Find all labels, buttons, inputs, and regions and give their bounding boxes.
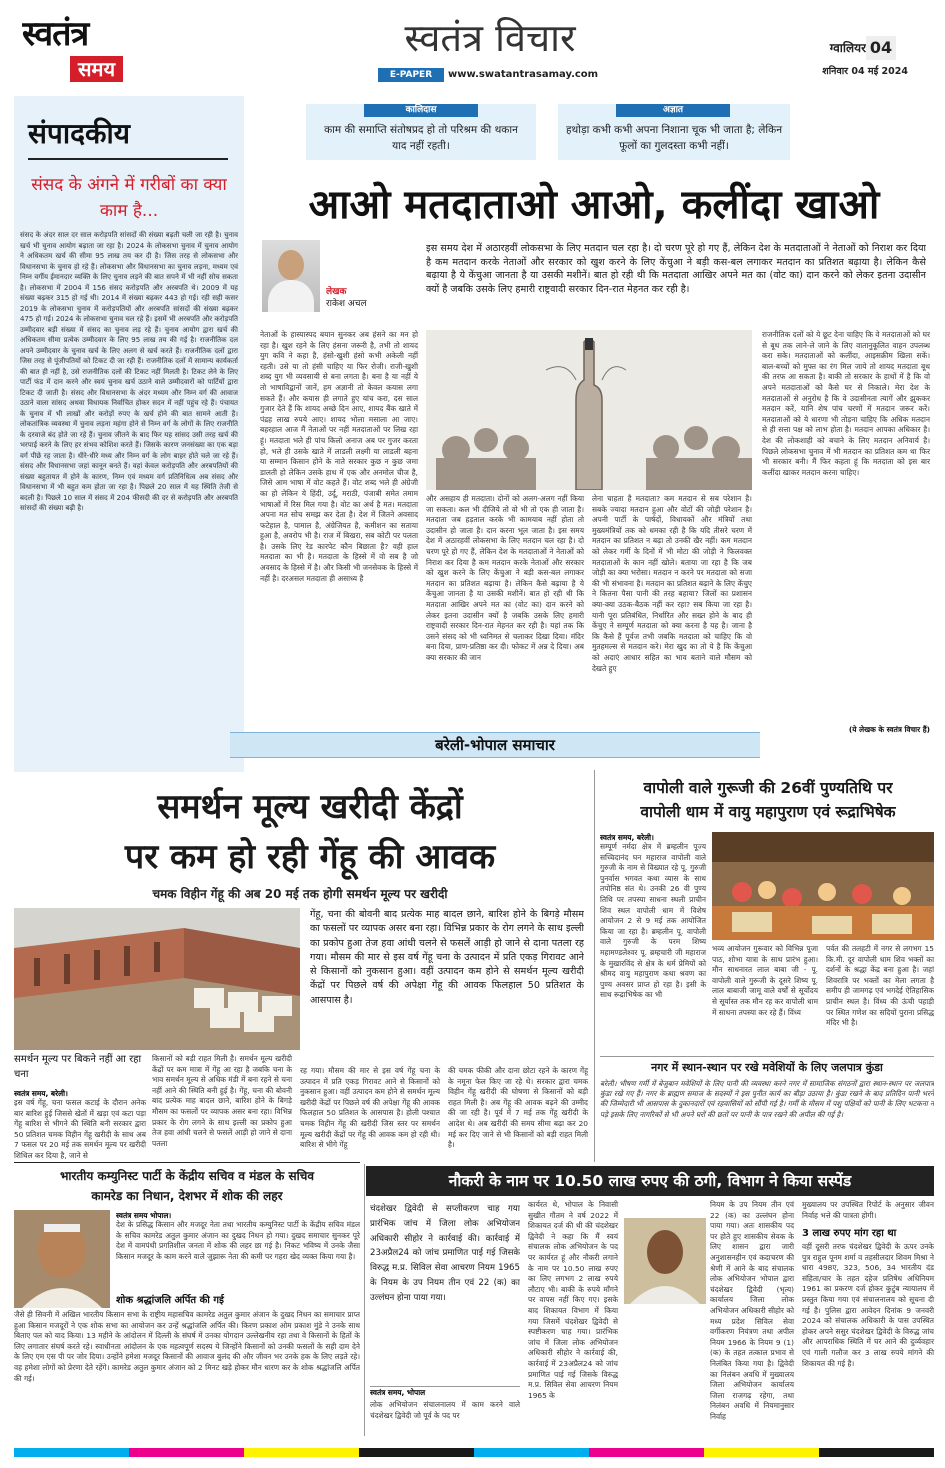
website-link[interactable]: www.swatantrasamay.com	[448, 69, 599, 80]
fraud-col-3: नियम के उप नियम तीन एवं 22 (क) का उल्लंघन होना पाया गया। अतः शासकीय पद पर होते हुए शासकीय सेवक के लिए शासन द्वारा जारी अनुशासनहीन एवं कदाचरण की श्रेणी में आने के बाद संचालक लोक अभियोजन भोपाल द्वारा चंदशेखर द्विवेदी (भृत्य) कार्यालय जिला लोक अभियोजन अधिकारी सीहोर को मध्य प्रदेश सिविल सेवा वर्गीकरण नियंत्रण तथा अपील नियम 1966 के नियम 9 (1)(क) के तहत तत्काल प्रभाव से निलंबित किया गया है। द्विवेदी का निलंबन अवधि में मुख्यालय जिला अभियोजन कार्यालय जिला राजगढ़ रहेगा, तथा निलंबन अवधि में नियमानुसार निर्वाह	[710, 1200, 794, 1421]
wheat-col-4: की चमक फीकी और दाना छोटा रहने के कारण गेंहू के नमूना फेल किए जा रहे थे। सरकार द्वारा चमक विहीन गेंहू खरीदी की घोषणा से किसानों को बड़ी राहत मिली है। अब गेंहू की आवक बढ़ने की उम्मीद की जा रही है। पूर्व में 7 मई तक गेंहू खरीदी के आदेश थे। अब खरीदी की समय सीमा बढ़ा कर 20 मई कर दिए जाने से भी किसानों को बड़ी राहत मिली है।	[448, 1066, 588, 1150]
main-col-2: और असहाय ही मतदाता। दोनों को अलग-अलग नहीं किया जा सकता। कल भी दीजिये तो वो भी तो एक ही जाता है। मतदाता जब हड़ताल करके भी कामयाब नहीं होता तो उदासीन हो जाता है। दान करना भूल जाता है। इस समय देश में अठारहवीं लोकसभा के लिए मतदान चल रहा है। दो चरण पूरे हो गए हैं, लेकिन देश के मतदाताओं ने नेताओं को निराश कर दिया है कम मतदान करके नेताओं और सरकार को खुश करने के लिए केंचुआ ने बड़ी कस-बल लगाकर मतदान का प्रतिशत बढ़ाया है। लेकिन कैसे बढ़ाया है ये केंचुआ जानता है या उसकी मशीनें। बात हो रही थी कि मतदाता आखिर अपने मत का (वोट का) दान करने को लेकर इतना उदासीन क्यों है जबकि उसके लिए हमारी राष्ट्रवादी सरकार दिन-रात मेहनत कर रही है। यहां तक कि उसने संसद को भी ध्वनिमत से चलाकर दिखा दिया। मंदिर बना दिया, प्राण-प्रतिष्ठा कर दी। फोकट में अन्न दे दिया। अब क्या सरकार की जान	[426, 494, 584, 662]
fraud-col-4b: वहीं दूसरी तरफ चंदशेखर द्विवेदी के ऊपर उनके पुत्र राहुल पूनम शर्मा व तहसीलदार शिवम मिश्रा ने धारा 498ए, 323, 506, 34 भारतीय दंड संहिता/चार के तहत दहेज प्रतिषेध अधिनियम 1961 का प्रकरण दर्ज होकर कुटुंब न्यायालय में प्रस्तुत किया गया एवं संचालनालय को सूचना दी गई है। पुलिस द्वारा आवेदन दिनांक 9 जनवरी 2024 को संचालक अधिकारी के पास उपस्थित होकर अपने ससुर चंदशेखर द्विवेदी के विरुद्ध जांच और आपराधिक स्थिति में घर आने की दुर्व्यवहार एवं गाली गलौज कर 3 लाख रुपये मांगने की शिकायत की गई है।	[802, 1242, 934, 1368]
color-bar-1	[14, 1448, 129, 1457]
fraud-dateline: स्वतंत्र समय, भोपाल	[370, 1386, 520, 1398]
author-role: लेखक	[326, 287, 347, 297]
puja-col-1: सम्पूर्ण नर्मदा क्षेत्र में ब्रम्हलीन पूज्य सच्चिदानंद घन महाराज वापोली वाले गुरुजी के नाम से विख्यात रहे पू. गुरुजी पुनर्वास भगवत कथा व्यास के साथ तपोनिष्ठ संत थे। उनकी 26 वी पुण्य तिथि पर तपस्या साधना स्थली प्राचीन शिव स्थल वापोली धाम में विशेष आयोजन 2 से 9 मई तक आयोजित किया जा रहा है। ब्रम्हलीन पू. वापोली वाले गुरुजी के परम शिष्य महामण्डलेश्वर पू. ब्रम्हचारी जी महाराज के मुखारविंद से क्षेत्र के धर्म प्रेमियों को श्रीमद वायु महापुराण कथा श्रवण का पुण्य अवसर प्राप्त हो रहा है। इसी के साथ रूद्राभिषेक का भी	[600, 842, 706, 1000]
wheat-headline-line1: समर्थन मूल्य खरीदी केंद्रों	[157, 787, 463, 827]
page-number: 04	[866, 36, 896, 60]
fraud-col-2: कार्यरत थे, भोपाल के निवासी सुखीत गौतम ने वर्ष 2022 में शिकायत दर्ज की थी की चंदशेखर द्विवेदी ने कहा कि मैं स्वयं संचालक लोक अभियोजन के पद पर कार्यरत हूं और नौकरी लगाने के नाम पर 10.50 लाख रुपए का लिए लगभग 2 लाख रुपये लौटाए भी। बाकी के रुपये माँगने पर वापस नहीं किए गए। इसके बाद शिकायत विभाग में किया गया जिसमें चंदशेखर द्विवेदी से स्पष्टीकरण चाह गया। प्रारंभिक जांच में जिला लोक अभियोजन अधिकारी सीहोर ने कार्रवाई की, कार्रवाई में 23अप्रैल24 को जांच प्रमाणित पाई गई जिसके विरुद्ध म.प्र. सिविल सेवा आचरण नियम 1965 के	[528, 1200, 618, 1400]
wheat-lead: गेंहू, चना की बोवनी बाद प्रत्येक माह बादल छाने, बारिश होने के बिगड़े मौसम का फसलों पर व्यापक असर बना रहा। विभिन्न प्रकार के रोग लगने के साथ इल्ली का प्रकोप हुआ तेज हवा आंधी चलने से फसलें आड़ी हो जाने से दाना पतला रह गया। मौसम की मार से इस वर्ष गेंहू चना के उत्पादन में प्रति एकड़ गिरावट आने से किसानों को नुकसान हुआ। वहीं उत्पादन कम होने से समर्थन मूल्य खरीदी केंद्रों पर पिछले वर्ष की अपेक्षा गेंहू की आवक फिलहाल 50 प्रतिशत के आसपास है।	[310, 909, 584, 1006]
fraud-lead: चंदशेखर द्विवेदी से सप्लीकरण चाह गया प्रारंभिक जांच में जिला लोक अभियोजन अधिकारी सीहोर ने कार्रवाई की। कार्रवाई में 23अप्रैल24 को जांच प्रमाणित पाई गई जिसके विरुद्ध म.प्र. सिविल सेवा आचरण नियम 1965 के नियम के उप नियम तीन एवं 22 (क) का उल्लंघन होना पाया गया।	[370, 1204, 520, 1303]
water-headline: नगर में स्थान-स्थान पर रखे मवेशियों के लिए जलपात्र कुंडा	[651, 1061, 883, 1074]
masthead-title: स्वतंत्र विचार	[404, 16, 576, 60]
puja-dateline: स्वतंत्र समय, बरेली।	[600, 833, 654, 842]
tribute-lead: देश के प्रसिद्ध किसान और मजदूर नेता तथा भारतीय कम्युनिस्ट पार्टी के केंद्रीय सचिव मंडल के सचिव कामरेड अतुल कुमार अंजान का दुखद निधन हो गया। दुखद समाचार सुनकर पूरे देश में वामपंथी प्रगतिशील जनता में शोक की लहर छा गई है। निकट भविष्य में उनके जैसा किसान मजदूर के काम करने वाले जुझारू नेता की कमी पर गहरा खेद व्यक्त किया गया है।	[116, 1220, 360, 1261]
wheat-col-2: किसानों को बड़ी राहत मिली है। समर्थन मूल्य खरीदी केंद्रों पर कम मात्रा में गेंहू आ रहा है जबकि चना के भाव समर्थन मूल्य से अधिक मंडी में बना रहने से चना नहीं आने की स्थिति बनी हुई है। गेंहू, चना की बोवनी बाद प्रत्येक माह बादल छाने, बारिश होने के बिगड़े मौसम का फसलों पर व्यापक असर बना रहा। विभिन्न प्रकार के रोग लगने के साथ इल्ली का प्रकोप हुआ तेज हवा आंधी चलने से फसलें आड़ी हो जाने से दाना पतला	[152, 1054, 292, 1148]
tribute-photo	[14, 1210, 110, 1308]
water-body: बरेली। भीषण गर्मी में बेजुबान मवेशियों के लिए पानी की व्यवस्था करने नगर में सामाजिक संगठनों द्वारा स्थान-स्थान पर जलपात्र कुंडा रखे गए हैं। नगर के ब्राह्मण समाज के सदस्यों ने इस पुनीत कार्य का बीड़ा उठाया है। कुंडा रखने के बाद प्रतिदिन पानी भरने की जिम्मेदारी भी आसपास के दुकानदारों एवं रहवासियों को सौंपी गई है। गर्मी के मौसम में पशु पक्षियों को पानी के लिए भटकना न पड़े इसके लिए नागरिकों से भी अपने घरों की छतों पर पानी के पात्र रखने की अपील की गई है।	[600, 1079, 934, 1119]
logo-line2: समय	[70, 56, 123, 82]
wheat-photo-caption: समर्थन मूल्य पर बिकने नहीं आ रहा चना	[14, 1054, 142, 1080]
tribute-subhead: शोक श्रद्धांजलि अर्पित की गई	[116, 1295, 224, 1306]
tribute-headline-line1: भारतीय कम्युनिस्ट पार्टी के केंद्रीय सचिव व मंडल के सचिव	[59, 1169, 315, 1183]
quote-2-author: अज्ञात	[616, 104, 730, 117]
wheat-dateline: स्वतंत्र समय, बरेली।	[14, 1089, 68, 1098]
wheat-photo	[14, 908, 300, 1050]
quote-2-text: हथोड़ा कभी कभी अपना निशाना चूक भी जाता है; लेकिन फूलों का गुलदस्ता कभी नहीं।	[565, 124, 783, 152]
section-banner-label: बरेली-भोपाल समाचार	[435, 736, 555, 754]
fraud-subhead: 3 लाख रुपए मांग रहा था	[802, 1228, 897, 1239]
editorial-column	[14, 96, 244, 772]
main-signoff: (ये लेखक के स्वतंत्र विचार हैं)	[848, 725, 930, 734]
author-name: राकेश अचल	[326, 299, 367, 309]
color-bar-5	[474, 1448, 589, 1457]
section-banner	[230, 732, 760, 758]
masthead-logo	[22, 16, 162, 96]
color-bar-7	[704, 1448, 819, 1457]
wheat-col-1: इस वर्ष गेंहू, चना फसल कटाई के दौरान अनेक बार बारिश हुई जिससे खेतों में खड़ा एवं कटा पड़ा गेंहू बारिश से भीगने की स्थिति बनी सरकार द्वारा 50 प्रतिशत चमक विहीन गेंहू खरीदी के साथ अब 7 फसल पर 20 मई तक समर्थन मूल्य पर खरीदी शिथिल कर दिया है, जाने से	[14, 1098, 146, 1160]
fraud-lead-2: लोक अभियोजन संचालनालय में काम करने वाले चंदशेखर द्विवेदी जो पूर्व के पद पर	[370, 1400, 520, 1420]
wheat-col-3: रह गया। मौसम की मार से इस वर्ष गेंहू चना के उत्पादन में प्रति एकड़ गिरावट आने से किसानों को नुकसान हुआ। वहीं उत्पादन कम होने से समर्थन मूल्य खरीदी केंद्रों पर पिछले वर्ष की अपेक्षा गेंहू की आवक फिलहाल 50 प्रतिशत के आसपास है। होली पश्चात चमक विहीन गेंहू की खरीदी जिस स्तर पर समर्थन मूल्य खरीदी केंद्रों पर गेंहू की आवक कम हो रही थी। बारिश से भीगे गेंहू	[300, 1066, 440, 1150]
tribute-headline-line2: कामरेड का निधान, देशभर में शोक की लहर	[91, 1189, 283, 1203]
fraud-col-4: मुख्यालय पर उपस्थित रिपोर्ट के अनुसार जीवन निर्वाह भत्ते की पात्रता होगी।	[802, 1200, 934, 1220]
editorial-headline: संसद के अंगने में गरीबों का क्या काम है...	[31, 175, 227, 221]
color-bar-3	[244, 1448, 359, 1457]
voting-illustration	[426, 330, 752, 490]
main-col-3: लेना चाहता है मतदाता? कम मतदान से सब परेशान है। सबके ज्यादा मतदान हुआ और वोटों की जोड़ी परेशान है। अपनी पार्टी के पार्षदों, विधायकों और मंत्रियों तथा मुख्यमंत्रियों तक को धमका रही है कि यदि तीसरे चरण में मतदान का प्रतिशत न बढ़ा तो उनकी खैर नहीं। कम मतदान को लेकर गर्मी के दिनों में भी मोटा की जोड़ी ने फिलवक्त मतदाताओं के कान नहीं खोले। बताया जा रहा है कि जब जोड़ी का क्या भरोसा। मतदान न करने पर मतदाता को सजा की भी संभावना है। मतदान का प्रतिशत बढ़ाने के लिए केंचुए ने कितना पैसा पानी की तरह बहाया? जिलों का प्रशासन क्या-क्या उठक-बैठक नहीं कर रहा? सब किया जा रहा है। यानी पूरा प्रतिबंधित, निर्धारित और सख्त होने के बाद ही केंचुए ने सम्पूर्ण मतदाता को क्या करना है यह है। जाना है कि कैसे हैं पूर्वज तभी जबकि मतदाता को चाहिए कि वो मुतहमल्स से मतदान करे। मेरा खुद का तो ये है कि केंचुआ को अदाएं आधार सहित का भाव बताने वाले मौसम को देखते हुए	[592, 494, 752, 673]
edition-date: शनिवार 04 मई 2024	[822, 66, 908, 77]
puja-headline-line1: वापोली वाले गुरूजी की 26वीं पुण्यतिथि पर	[643, 779, 893, 797]
epaper-badge: E-PAPER	[378, 68, 444, 82]
fraud-headline-bar	[366, 1166, 934, 1196]
wheat-subheadline: चमक विहीन गेंहू की अब 20 मई तक होगी समर्थन मूल्य पर खरीदी	[152, 887, 448, 901]
wheat-headline-line2: पर कम हो रही गेंहू की आवक	[124, 837, 496, 877]
quote-box-2	[558, 104, 790, 160]
editorial-label: संपादकीय	[28, 117, 130, 150]
puja-col-3: पर्वत की तलहटी में नगर से लगभग 15 कि.मी. दूर वापोली धाम शिव भक्तों का दर्शनों के श्रद्धा केंद्र बना हुआ है। जहां शिवरात्रि पर भक्तों का मेला लगता है समीप ही जामगढ़ एवं भगदेई ऐतिहासिक प्राचीन स्थल है। विंध्य की ऊंची पहाड़ी पर स्थित गणेश का सदियों पुराना प्रसिद्ध मंदिर भी है।	[826, 944, 934, 1028]
logo-line1: स्वतंत्र	[22, 16, 89, 54]
puja-photo	[712, 832, 934, 940]
color-bar-2	[129, 1448, 244, 1457]
main-col-1: नेताओं के हास्यास्पद बयान सुनकर अब हंसने का मन हो रहा है। खुश रहने के लिए हंसना जरूरी है, तभी तो शायद युग कवि ने कहा है, हंसो-खुशी हंसो कभी अकेली नहीं रहती। उसे या तो हंसी चाहिए या फिर रोजी। राजी-खुशी शब्द युग भी व्यवसायी से बना लगता है। बना है या नहीं ये तो भाषाविद्वानों जानें, हम अज्ञानी तो केवल कयास लगा सकते हैं। और कयास ही लगाते हुए यांच करा, दस साल गुजार देते हैं कि शायद अच्छे दिन आए, शायद बैंक खाते में पंद्रह लाख रुपये आए। शायद भोला मसाला आ जाए। बहरहाल आज मैं नेताओं पर नहीं मतदाताओं पर लिख रहा हूं। मतदाता भले ही पांच किलो अनाज अब पर गुजर करता हो, भले ही उसके खाते में लाडली लक्ष्मी या लाडली बहना या सम्मान किसान होने के नाते सरकार कुछ न कुछ जमा डालती हो लेकिन उसके हाथ में एक और अनमोल चीज है, जिसे आम भाषा में वोट कहते हैं। वोट शब्द भले ही अंग्रेजी का हो लेकिन ये हिंदी, उर्दू, मराठी, पंजाबी समेत तमाम भाषाओं में रिस मिल गया है। वोट का अर्थ है मत। मतदाता अपना मत सोच समझ कर देता है। देश में जितने अवसाद फटेहाल है, पामाल है, अंग्रेजियत है, कमीशन का सताया हुआ है, अवरोप भी है। राज में बिखरा, सब कोटी पर पलता है। उसके लिए रेड कारपेट कौन बिछाता है? वही हाल मतदाता का भी है। मतदाता के हिस्से में वो सब है जो अवसाद के हिस्से में है। और किसी भी जनसेवक के हिस्से में नहीं है। दरअसल मतदाता ही असाध्य है	[260, 330, 418, 583]
color-registration-bar	[14, 1448, 934, 1457]
edition-city: ग्वालियर	[829, 41, 866, 55]
puja-headline-line2: वापोली धाम में वायु महापुराण एवं रूद्राभिषेक	[640, 803, 896, 821]
tribute-dateline: स्वतंत्र समय भोपाल।	[116, 1211, 172, 1220]
main-intro: इस समय देश में अठारहवीं लोकसभा के लिए मतदान चल रहा है। दो चरण पूरे हो गए हैं, लेकिन देश के मतदाताओं ने नेताओं को निराश कर दिया है कम मतदान करके नेताओं और सरकार को खुश करने के लिए केंचुआ ने बड़ी कस-बल लगाकर मतदान का प्रतिशत बढ़ाया है। लेकिन कैसे बढ़ाया है ये केंचुआ जानता है या उसकी मशीनें। बात हो रही थी कि मतदाता आखिर अपने मत का (वोट का) दान करने को लेकर इतना उदासीन क्यों है जबकि उसके लिए हमारी राष्ट्रवादी सरकार दिन-रात मेहनत कर रही है।	[426, 243, 926, 295]
color-bar-6	[589, 1448, 704, 1457]
tribute-body: जैसे ही सिवनी में अखिल भारतीय किसान सभा के राष्ट्रीय महासचिव कामरेड अतुल कुमार अंजान के दुखद निधन का समाचार प्राप्त हुआ किसान मजदूरों ने एक शोक सभा का आयोजन कर उन्हें श्रद्धांजलि अर्पित की। किरण प्रकाश ओम प्रकाश मुंडे ने उनके साथ बिताए पल को याद किया। 13 महीने के आंदोलन में दिल्ली के संघर्ष में उनका योगदान उल्लेखनीय रहा तथा वे किसानों के हितों के लिए लगातार संघर्ष करते रहे। स्वाधीनता आंदोलन के एक महत्वपूर्ण सदस्य ये जिन्होंने किसानों को उनकी फसलों के सही दाम देने के लिए एम एस पी पर जोर दिया। उन्होंने हमेशा मजदूर किसानों की आवाज बुलंद की और जीवन भर उनके हक के लिए लड़ते रहे। वह हमेशा लोगों को प्रेरणा देते रहेंगे। कामरेड अतुल कुमार अंजान को 2 मिनट खड़े होकर मौन धारण कर के शोक श्रद्धांजलि अर्पित की गई।	[14, 1310, 360, 1383]
quote-1-text: काम की समाप्ति संतोषप्रद हो तो परिश्रम की थकान याद नहीं रहती।	[324, 124, 518, 152]
main-headline: आओ मतदाताओ आओ, कलींदा खाओ	[308, 182, 880, 228]
water-story	[600, 1056, 934, 1160]
quote-box-1	[306, 104, 536, 160]
main-col-4: राजनीतिक दलों को ये छूट देना चाहिए कि वे मतदाताओं को घर से बूथ तक लाने-ले जाने के लिए वातानुकूलित वाहन उपलब्ध करा सके। मतदाताओं को कलींदा, आइसक्रीम खिला सकें। बाल-बच्चों को मुफ्त का रंग मिल जाये तो शायद मतदाता बूथ की तरफ आ सकता है। बाकी तो सरकार के हाथों में है कि वो अपने मतदाताओं को कैसे घर से निकाले। मेरा देश के मतदाताओं से अनुरोध है कि वे उदासीनता त्यागें और झुककर मतदान करें, यानि शेष पांच चरणों में मतदान जरूर करें। मतदाताओं को ये धारणा भी तोड़ना चाहिए कि अधिक मतदान से ही सत्ता पक्ष को लाभ होता है। मतदान आपका अधिकार है। देश की लोकशाही को बचाने के लिए मतदान अनिवार्य है। पिछले लोकसभा चुनाव में भी मतदान का प्रतिशत कम था फिर भी सरकार बनी। मैं फिर कहता हूं कि मतदाता को इस बार कलींदा खाकर मतदान करना चाहिए।	[762, 330, 930, 477]
color-bar-8	[819, 1448, 934, 1457]
color-bar-4	[359, 1448, 474, 1457]
puja-col-2: भव्य आयोजन गुरूवार को विभिन्न पूजा पाठ, शोभा यात्रा के साथ प्रारंभ हुआ। मौन साधनारत लाल बाबा जी - पू. वापोली वाले गुरूजी के दूसरे शिष्य पू. लाल बाबाजी जामू वाले वर्षों से सूर्योदय से सूर्यास्त तक मौन रह कर वापोली धाम में साधना तपस्या कर रहे हैं। विंध्य	[712, 944, 818, 1017]
editorial-body: संसद के अंदर साल दर साल करोड़पति सांसदों की संख्या बढ़ती चली जा रही है। चुनाव खर्च भी चुनाव आयोग बढ़ाता जा रहा है। 2024 के लोकसभा चुनाव में चुनाव आयोग ने अधिकतम खर्च की सीमा 95 लाख तय कर दी है। जिस तरह से लोकसभा और विधानसभा के चुनाव हो रहे हैं। लोकसभा और विधानसभा का चुनाव लड़ना, मध्यम एवं निम्न वर्गीय ईमानदार व्यक्ति के लिए चुनाव लड़ने की बात सपने में भी नहीं सोच सकता है। लोकसभा में 2004 में 156 संसद करोड़पति और अरबपति थे। 2009 में यह संख्या बढ़कर 315 हो गई थी। 2014 में संख्या बढ़कर 443 हो गई। रही सही कसर 2019 के लोकसभा चुनाव में करोड़पतियों और अरबपति सांसदों की संख्या बढ़कर 475 हो गई। 2024 के लोकसभा चुनाव चल रहे हैं। इसमें भी अरबपति और करोड़पति उम्मीदवार बड़ी संख्या में संसद का चुनाव लड़ रहे हैं। चुनाव आयोग द्वारा खर्च की अधिकतम सीमा प्रत्येक उम्मीदवार के लिए 95 लाख तय की गई है। राजनीतिक दल अपने उम्मीदवार के चुनाव खर्च के लिए अलग से खर्च करते हैं। राजनीतिक दलों द्वारा जिस तरह से पूंजीपतियों को टिकट दी जा रही हैं। राजनीतिक दलों में सामान्य कार्यकर्ता की बात ही नहीं है, उसे राजनीतिक दलों की टिकट नहीं मिलती है। टिकट लेने के लिए पार्टी फंड में दान करने और स्वयं चुनाव खर्च उठाने वाले उम्मीदवारों को पार्टियों द्वारा टिकट दी जाती है। संसद और विधानसभा के अंदर मध्यम और निम्न वर्ग की आवाज उठाने वाला सांसद अथवा विधायक निर्वाचित होकर सदन में नहीं पहुंच रहे हैं। पंचायत के चुनाव में भी लाखों और करोड़ों रुपए के खर्च होने की बात सामने आती है। लोकतांत्रिक व्यवस्था में चुनाव लड़ना महंगा होने से निम्न वर्ग के लोगों के लिए राजनीति के दरवाजे बंद होते जा रहे हैं। चुनाव जीतने के बाद फिर यह सांसद उसी तरह खर्च की भरपाई करने के लिए हर संभव कोशिश करते हैं। जिसके कारण जनसंख्या का एक बड़ा वर्ग पीछे रह जाता है। धीरे-धीरे मध्य और निम्न वर्ग के लोग बाहर होते चले जा रहे हैं। संसद और विधानसभा जहां कानून बनते हैं। वहां केवल करोड़पति और अरबपतियों की संख्या बहुतायत में होने के कारण, निम्न एवं मध्यम वर्ग प्रतिनिधित्व अब संसद और विधानसभा में भी बहुत कम होता जा रहा है। पिछले 20 साल में यह स्थिति तेजी से बदली है। पिछले 10 साल में संसद में 204 फीसदी की दर से करोड़पति और अरबपति सांसदों की संख्या बढ़ी है।	[20, 231, 238, 512]
fraud-headline: नौकरी के नाम पर 10.50 लाख रुपए की ठगी, विभाग ने किया सस्पेंड	[448, 1172, 852, 1190]
author-photo	[262, 240, 320, 312]
quote-1-author: कालिदास	[364, 104, 478, 117]
